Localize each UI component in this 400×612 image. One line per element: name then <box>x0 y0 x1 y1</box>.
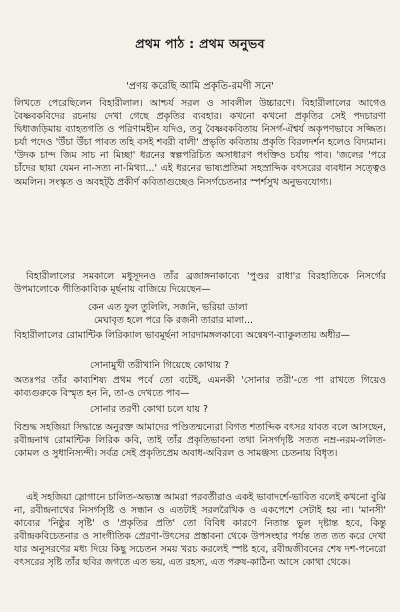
chapter-title: প্রথম পাঠ : প্রথম অনুভব <box>135 36 265 51</box>
paragraph-6: এই সহজিয়া স্লোগানে চালিত-অভ্যস্ত আমরা পরবর্তীরাও একই ভাবাদর্শে-ভাবিত বলেই কখনো বুঝি না, রবীন্দ্রনাথের নিসর্গসৃষ্টি ও সন্ধান ও এতটাই সরলরৈখিক ও একপেশে সেটাই হয় না। 'মানসী' কাব্যের 'নিষ্ঠুর সৃষ্টি' ও 'প্রকৃতির প্রতি' তো বিবিধ কারণে নিতান্ত ভুল দৃষ্টান্ত হবে, কিন্তু রবীন্দ্রকবিচেতনার ও সাংগীতিক প্রেরণা-উৎসের প্রস্তাবনা থেকে উপসংহার পর্যন্ত তত তত করে দেখা যার অনুসরণের মধ্য দিয়ে কিছু সচেতন সময় খরচ করলেই স্পষ্ট হবে, রবীন্দ্রজীবনের শেষ দশ-পনেরো বৎসরের সৃষ্টি তাঁর ছবির জগতে এত ভয়, এত রহস্য, এত পরুষ-কাঠিন্য আসে কোথা থেকে। <box>14 492 386 569</box>
verse-block-1 <box>88 301 378 327</box>
epigraph: 'প্রণয় করেছি আমি প্রকৃতি-রমণী সনে' <box>125 81 275 92</box>
paragraph-4: অতঃপর তাঁর কাব্যশিষ্য প্রথম পর্বে তো বটেই, এমনকী 'সোনার তরী'-তে পা রাখতে গিয়েও কাব্যগুরুকে বিস্মৃত হন নি, তা-ও দেখতে পাব— <box>14 375 386 400</box>
quote-3: সোনার তরণী কোথা চলে যায় ? <box>90 404 208 415</box>
paragraph-3: বিহারীলালের রোমান্টিক লিরিক্যাল ভাবমূর্ছনা সারদামঙ্গলকাব্যে অন্বেষণ-ব্যাকুলতায় অধীর— <box>14 330 350 341</box>
quote-2: সোনামুখী তরীখানি গিয়েছে কোথায় ? <box>90 360 229 371</box>
paragraph-5: বিশুদ্ধ সহজিয়া সিদ্ধান্তে অনুরক্ত আমাদের পণ্ডিতম্মন্যেরা বিগত শতাব্দিক বৎসর যাবত বলে আসছেন, রবীন্দ্রনাথ রোমান্টিক লিরিক কবি, তাই তাঁর প্রকৃতিভাবনা তথা নিসর্গদৃষ্টি সতত নম্র-নরম-ললিত-কোমল ও সুধানিস্যন্দী। সর্বত্র সেই প্রকৃতিপ্রেম অবাধ-অবিরল ও সামঞ্জস্য চেতনায় বিধৃত। <box>14 422 386 460</box>
verse-line: কেন এত ফুল তুলিলি, সজনি, ভরিয়া ডালা <box>88 302 248 313</box>
verse-line: মেঘাবৃত হলে পরে কি রজনী তারার মালা... <box>94 315 254 327</box>
paragraph-1: লিখতে পেরেছিলেন বিহারীলাল। আশ্চর্য সরল ও সাবলীল উচ্চারণে। বিহারীলালের আগেও বৈষ্ণবকবিদের রচনায় দেখা গেছে প্রকৃতির ব্যবহার। কখনো কখনো প্রকৃতির সেই পদচারণা দ্বিধাজড়িমায় ব্যাহতগতি ও পরিণামহীন যদিও, তবু বৈষ্ণবকবিতায় নিসর্গ-ঐশ্বর্য অকৃপণভাবে সজ্জিত। চর্যা পদেও 'উঁচা উঁচা পাবত তহি বসই শবরী বালী' প্রভৃতি কবিতায় প্রকৃতি বিরলদর্শন হলেও বিদ্যমান। 'উদক চান্দ জিম সাচ না মিচ্ছা' ধরনের স্বল্পপরিচিত অসাধারণ পংক্তিও চর্যায় পাব। 'জলের 'পরে চাঁদের ছায়া যেমন না-সত্য না-মিথ্যা...' এই ধরনের ভাষ্যপ্রতিমা সহস্রাব্দিক বৎসরের ব্যবধান সত্ত্বেও অমলিন। সংস্কৃত ও অবহট্ঠ প্রকীর্ণ কবিতাগুচ্ছেও নিসর্গচেতনার স্পর্শসুখ অনুভবযোগ্য। <box>14 98 386 188</box>
paragraph-2: বিহারীলালের সমকালে মধুসূদনও তাঁর ব্রজাঙ্গনাকাব্যে 'পুণ্ডর রাধা'র বিরহাতিকে নিসর্গের উপমালোকে গীতিকাব্যিক মূর্ছনায় বাজিয়ে দিয়েছেন— <box>14 271 386 296</box>
